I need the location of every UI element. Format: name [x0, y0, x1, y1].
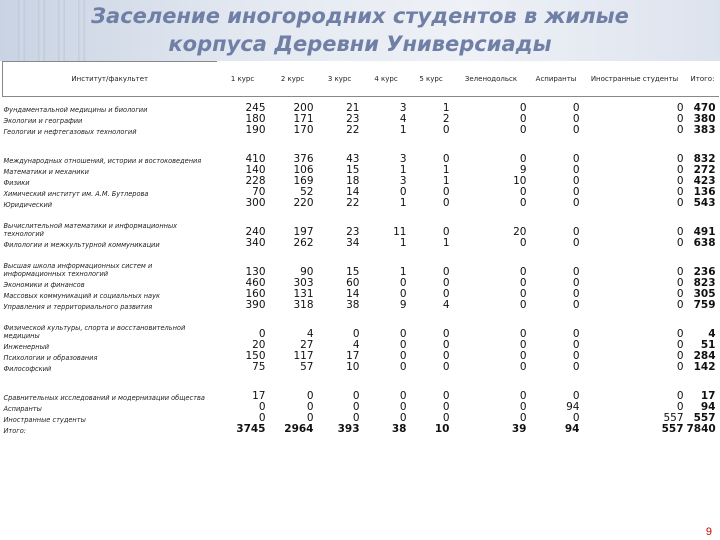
table-cell: 20 [513, 226, 527, 238]
row-label: Психологии и образования [3, 354, 98, 362]
table-cell: 0 [519, 390, 527, 402]
row-total-cell: 4 [708, 328, 716, 340]
table-cell: 34 [346, 237, 360, 249]
table-row [3, 165, 719, 176]
table-cell: 0 [572, 350, 580, 362]
table-cell: 0 [399, 401, 407, 413]
table-cell: 0 [399, 288, 407, 300]
table-cell: 0 [676, 350, 684, 362]
row-label: Инженерный [3, 343, 50, 351]
table-cell: 0 [442, 153, 450, 165]
column-header: 1 курс [217, 62, 269, 97]
table-cell: 131 [293, 288, 314, 300]
row-label: Массовых коммуникаций и социальных наук [3, 292, 160, 300]
table-cell: 197 [293, 226, 314, 238]
table-cell: 171 [293, 113, 314, 125]
table-cell: 43 [346, 153, 360, 165]
table-row [3, 114, 719, 125]
table-cell: 0 [399, 350, 407, 362]
table-cell: 0 [519, 401, 527, 413]
table-cell: 75 [252, 361, 266, 373]
page-title: Заселение иногородних студентов в жилые корпуса Деревни Универсиады [91, 4, 629, 56]
table-row [3, 413, 719, 424]
table-cell: 15 [346, 164, 360, 176]
table-cell: 11 [393, 226, 407, 238]
students-table [2, 61, 719, 435]
table-cell: 0 [676, 277, 684, 289]
table-row [3, 187, 719, 198]
table-cell: 23 [346, 226, 360, 238]
table-cell: 4 [442, 299, 450, 311]
table-header-row [3, 62, 719, 97]
row-label: Фундаментальной медицины и биологии [3, 106, 148, 114]
row-label: Экологии и географии [3, 117, 83, 125]
table-row [3, 362, 719, 373]
row-label: Итого: [3, 427, 27, 435]
table-row [3, 289, 719, 300]
table-cell: 318 [293, 299, 314, 311]
column-header: Зеленодольск [453, 62, 530, 97]
table-cell: 300 [245, 197, 266, 209]
table-cell: 0 [399, 412, 407, 424]
table-cell: 0 [519, 113, 527, 125]
table-cell: 22 [346, 197, 360, 209]
table-cell: 0 [352, 328, 360, 340]
table-cell: 0 [519, 266, 527, 278]
row-label: Управления и территориального развития [3, 303, 153, 311]
table-cell: 0 [519, 299, 527, 311]
table-cell: 0 [572, 197, 580, 209]
table-cell: 0 [442, 186, 450, 198]
row-total-cell: 284 [693, 350, 716, 362]
table-cell: 0 [572, 361, 580, 373]
column-header: Иностранные студенты [583, 62, 687, 97]
table-cell: 0 [572, 299, 580, 311]
table-cell: 0 [442, 197, 450, 209]
table-cell: 1 [442, 164, 450, 176]
table-cell: 376 [293, 153, 314, 165]
table-row [3, 238, 719, 249]
column-header: Институт/факультет [3, 62, 217, 97]
table-cell: 0 [572, 288, 580, 300]
table-cell: 0 [519, 102, 527, 114]
table-cell: 262 [293, 237, 314, 249]
table-row [3, 311, 719, 340]
table-cell: 160 [245, 288, 266, 300]
table-cell: 0 [519, 288, 527, 300]
column-header: Аспиранты [530, 62, 583, 97]
table-cell: 0 [676, 153, 684, 165]
row-total-cell: 759 [693, 299, 716, 311]
column-header: 2 курс [269, 62, 317, 97]
row-label: Математики и механики [3, 168, 89, 176]
table-cell: 0 [572, 113, 580, 125]
table-cell: 0 [399, 328, 407, 340]
table-cell: 3745 [236, 423, 266, 435]
table-cell: 0 [306, 401, 314, 413]
table-cell: 0 [676, 113, 684, 125]
table-cell: 0 [442, 401, 450, 413]
table-cell: 3 [399, 153, 407, 165]
row-label: Сравнительных исследований и модернизации общества [3, 394, 205, 402]
table-cell: 52 [300, 186, 314, 198]
table-row [3, 176, 719, 187]
page-number: 9 [705, 526, 712, 538]
table-cell: 106 [293, 164, 314, 176]
column-header: Итого: [687, 62, 719, 97]
column-header: 4 курс [363, 62, 410, 97]
table-cell: 220 [293, 197, 314, 209]
table-cell: 0 [442, 266, 450, 278]
table-cell: 0 [352, 390, 360, 402]
table-cell: 0 [572, 186, 580, 198]
row-total-cell: 94 [700, 401, 716, 413]
row-total-cell: 491 [693, 226, 716, 238]
table-cell: 1 [399, 266, 407, 278]
table-cell: 0 [572, 124, 580, 136]
row-total-cell: 136 [693, 186, 716, 198]
table-cell: 0 [676, 175, 684, 187]
table-cell: 0 [572, 226, 580, 238]
table-cell: 0 [352, 401, 360, 413]
table-row [3, 125, 719, 136]
table-cell: 10 [346, 361, 360, 373]
row-total-cell: 543 [693, 197, 716, 209]
table-cell: 0 [572, 266, 580, 278]
table-cell: 0 [572, 390, 580, 402]
table-row [3, 97, 719, 115]
table-cell: 0 [676, 299, 684, 311]
table-cell: 3 [399, 175, 407, 187]
table-row [3, 249, 719, 278]
table-row [3, 351, 719, 362]
table-cell: 1 [399, 164, 407, 176]
table-cell: 38 [346, 299, 360, 311]
table-cell: 0 [442, 226, 450, 238]
column-header: 3 курс [317, 62, 363, 97]
table-cell: 0 [676, 288, 684, 300]
table-cell: 0 [572, 102, 580, 114]
table-cell: 14 [346, 186, 360, 198]
table-cell: 1 [399, 237, 407, 249]
table-cell: 0 [258, 401, 266, 413]
row-total-cell: 236 [693, 266, 716, 278]
table-cell: 0 [442, 361, 450, 373]
table-cell: 0 [676, 164, 684, 176]
row-total-cell: 470 [693, 102, 716, 114]
table-cell: 0 [442, 124, 450, 136]
table-cell: 393 [337, 423, 360, 435]
table-cell: 0 [519, 186, 527, 198]
table-cell: 0 [519, 361, 527, 373]
row-total-cell: 557 [693, 412, 716, 424]
column-header: 5 курс [410, 62, 453, 97]
table-cell: 3 [399, 102, 407, 114]
row-total-cell: 832 [693, 153, 716, 165]
table-cell: 0 [442, 412, 450, 424]
table-cell: 0 [519, 339, 527, 351]
table-cell: 0 [572, 328, 580, 340]
table-cell: 0 [352, 412, 360, 424]
table-cell: 0 [442, 288, 450, 300]
row-label: Вычислительной математики и информационных технологий [3, 222, 178, 238]
table-cell: 0 [258, 328, 266, 340]
table-cell: 0 [572, 237, 580, 249]
row-label: Химический институт им. А.М. Бутлерова [3, 190, 149, 198]
table-cell: 1 [442, 102, 450, 114]
row-label: Аспиранты [3, 405, 42, 413]
table-cell: 27 [300, 339, 314, 351]
row-total-cell: 823 [693, 277, 716, 289]
table-row [3, 340, 719, 351]
table-cell: 2 [442, 113, 450, 125]
table-row [3, 136, 719, 165]
table-cell: 0 [676, 102, 684, 114]
table-cell: 0 [572, 277, 580, 289]
table-cell: 228 [245, 175, 266, 187]
table-cell: 0 [676, 237, 684, 249]
row-label: Иностранные студенты [3, 416, 86, 424]
row-label: Физической культуры, спорта и восстановительной медицины [3, 324, 186, 340]
table-cell: 0 [399, 339, 407, 351]
table-cell: 0 [519, 197, 527, 209]
row-total-cell: 305 [693, 288, 716, 300]
table-cell: 90 [300, 266, 314, 278]
table-cell: 4 [352, 339, 360, 351]
table-cell: 169 [293, 175, 314, 187]
table-cell: 0 [572, 412, 580, 424]
table-cell: 0 [519, 124, 527, 136]
table-cell: 460 [245, 277, 266, 289]
table-cell: 200 [293, 102, 314, 114]
table-cell: 245 [245, 102, 266, 114]
table-cell: 0 [676, 390, 684, 402]
row-label: Международных отношений, истории и востоковедения [3, 157, 202, 165]
table-cell: 9 [399, 299, 407, 311]
row-label: Филологии и межкультурной коммуникации [3, 241, 160, 249]
table-cell: 1 [442, 175, 450, 187]
table-cell: 2964 [284, 423, 314, 435]
table-cell: 38 [391, 423, 407, 435]
table-cell: 0 [676, 339, 684, 351]
table-cell: 0 [676, 361, 684, 373]
table-cell: 0 [519, 412, 527, 424]
row-label: Высшая школа информационных систем и информационных технологий [3, 262, 153, 278]
row-total-cell: 380 [693, 113, 716, 125]
table-cell: 17 [252, 390, 266, 402]
table-cell: 0 [442, 390, 450, 402]
table-cell: 22 [346, 124, 360, 136]
table-cell: 4 [306, 328, 314, 340]
table-cell: 1 [399, 124, 407, 136]
table-cell: 0 [399, 390, 407, 402]
table-cell: 190 [245, 124, 266, 136]
table-cell: 17 [346, 350, 360, 362]
table-cell: 0 [442, 339, 450, 351]
table-cell: 1 [399, 197, 407, 209]
table-cell: 150 [245, 350, 266, 362]
row-total-cell: 7840 [686, 423, 716, 435]
table-cell: 0 [676, 401, 684, 413]
row-total-cell: 423 [693, 175, 716, 187]
table-row [3, 373, 719, 402]
row-total-cell: 383 [693, 124, 716, 136]
table-cell: 340 [245, 237, 266, 249]
row-total-cell: 638 [693, 237, 716, 249]
table-cell: 39 [511, 423, 527, 435]
table-cell: 130 [245, 266, 266, 278]
table-row [3, 278, 719, 289]
table-cell: 180 [245, 113, 266, 125]
row-label: Геологии и нефтегазовых технологий [3, 128, 137, 136]
table-cell: 14 [346, 288, 360, 300]
table-cell: 0 [676, 197, 684, 209]
table-cell: 0 [519, 237, 527, 249]
table-cell: 170 [293, 124, 314, 136]
table-row [3, 209, 719, 238]
data-sheet [0, 61, 720, 514]
table-cell: 57 [300, 361, 314, 373]
table-cell: 0 [306, 390, 314, 402]
table-cell: 15 [346, 266, 360, 278]
table-cell: 0 [442, 328, 450, 340]
table-cell: 0 [572, 153, 580, 165]
table-row [3, 300, 719, 311]
table-cell: 557 [661, 423, 684, 435]
table-cell: 0 [519, 328, 527, 340]
table-cell: 0 [676, 124, 684, 136]
table-cell: 1 [442, 237, 450, 249]
table-cell: 140 [245, 164, 266, 176]
table-cell: 0 [399, 277, 407, 289]
row-label: Экономики и финансов [3, 281, 85, 289]
table-cell: 0 [676, 186, 684, 198]
table-cell: 0 [306, 412, 314, 424]
table-cell: 117 [293, 350, 314, 362]
row-total-cell: 17 [700, 390, 716, 402]
table-cell: 0 [442, 277, 450, 289]
table-cell: 0 [572, 339, 580, 351]
table-cell: 0 [519, 277, 527, 289]
table-cell: 0 [519, 350, 527, 362]
table-cell: 0 [572, 164, 580, 176]
table-cell: 9 [519, 164, 527, 176]
table-cell: 10 [434, 423, 450, 435]
table-cell: 0 [399, 186, 407, 198]
grand-total-row [3, 424, 719, 435]
table-cell: 70 [252, 186, 266, 198]
row-label: Физики [3, 179, 30, 187]
table-cell: 0 [519, 153, 527, 165]
table-cell: 303 [293, 277, 314, 289]
table-cell: 20 [252, 339, 266, 351]
table-row [3, 402, 719, 413]
table-cell: 0 [572, 175, 580, 187]
table-cell: 0 [399, 361, 407, 373]
table-cell: 0 [676, 266, 684, 278]
table-cell: 94 [564, 423, 580, 435]
table-cell: 0 [676, 328, 684, 340]
table-cell: 0 [258, 412, 266, 424]
table-cell: 21 [346, 102, 360, 114]
row-total-cell: 142 [693, 361, 716, 373]
table-cell: 240 [245, 226, 266, 238]
table-cell: 390 [245, 299, 266, 311]
row-label: Философский [3, 365, 52, 373]
table-cell: 23 [346, 113, 360, 125]
table-cell: 557 [663, 412, 684, 424]
table-cell: 60 [346, 277, 360, 289]
table-cell: 10 [513, 175, 527, 187]
row-total-cell: 51 [700, 339, 716, 351]
table-row [3, 198, 719, 209]
table-cell: 94 [566, 401, 580, 413]
table-cell: 0 [676, 226, 684, 238]
table-cell: 18 [346, 175, 360, 187]
table-cell: 0 [442, 350, 450, 362]
row-total-cell: 272 [693, 164, 716, 176]
table-cell: 410 [245, 153, 266, 165]
table-cell: 4 [399, 113, 407, 125]
row-label: Юридический [3, 201, 53, 209]
